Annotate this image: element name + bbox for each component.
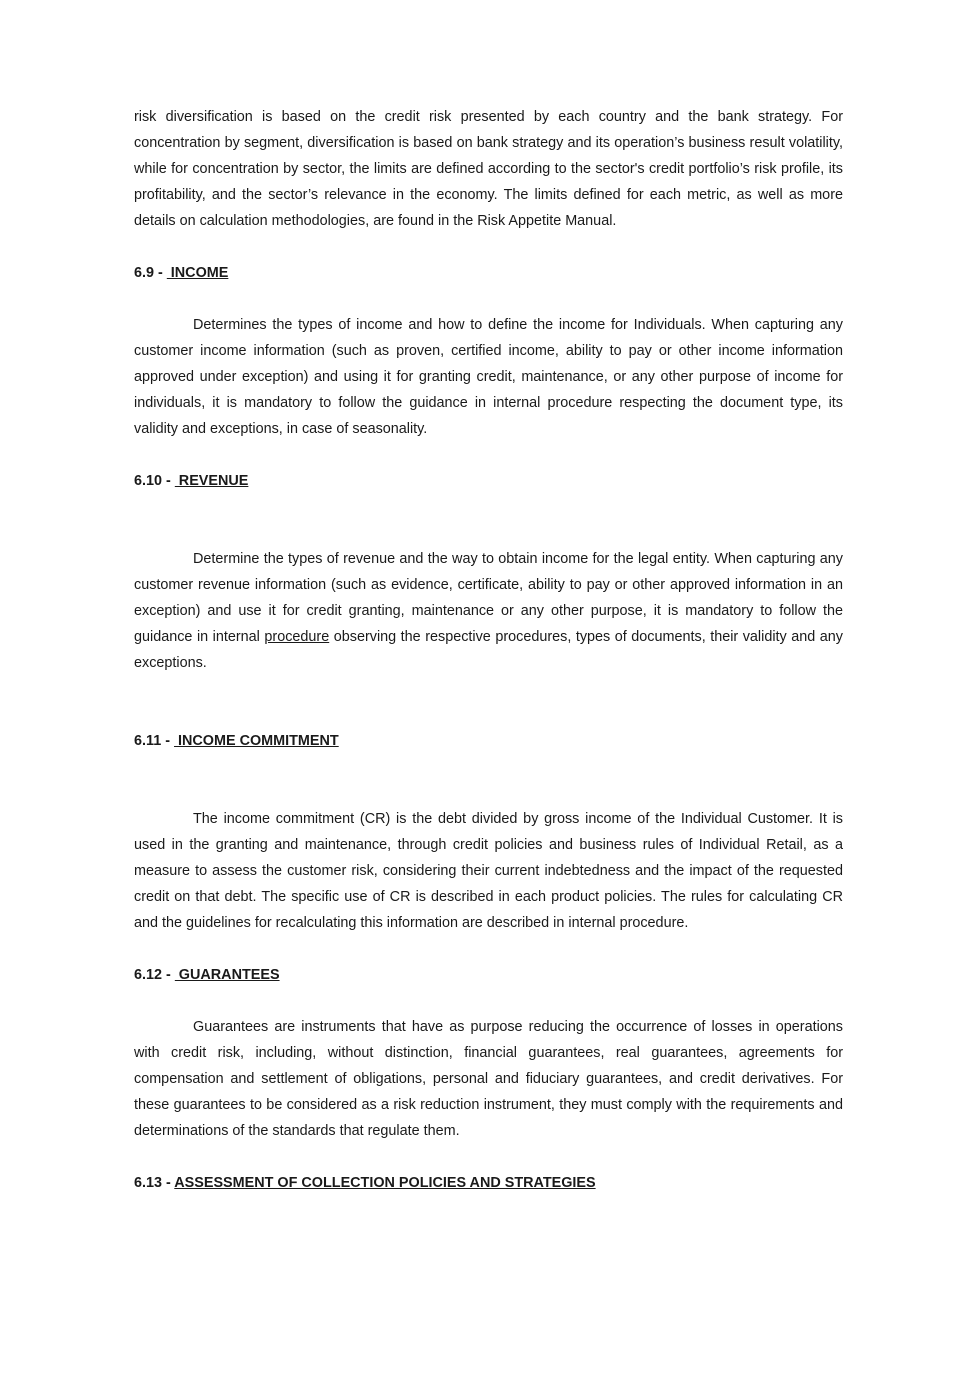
section-title: REVENUE [174, 473, 249, 489]
section-title: GUARANTEES [174, 967, 280, 983]
spacer [134, 1144, 843, 1170]
document-page [134, 104, 843, 1196]
spacer [134, 988, 843, 1014]
spacer [134, 494, 843, 546]
section-number: 6.11 - [134, 733, 175, 749]
section-number: 6.9 - [134, 265, 167, 281]
section-heading-guarantees [134, 962, 843, 988]
section-title: INCOME [166, 265, 229, 281]
section-number: 6.12 - [134, 967, 175, 983]
section-heading-revenue [134, 468, 843, 494]
revenue-text-after-link: observing the respective procedures, types of documents, their validity and any exceptions. [134, 629, 843, 671]
revenue-text-before-link: Determine the types of revenue and the way to obtain income for the legal entity. When capturing any customer revenue information (such as evidence, certificate, ability to pay or other approved information in an exception) and use it for credit granting, maintenance or any other purpose, it is mandatory to follow the guidance in internal [134, 551, 843, 645]
section-heading-collection [134, 1170, 843, 1196]
section-heading-income-commitment [134, 728, 843, 754]
intro-paragraph: risk diversification is based on the credit risk presented by each country and the bank strategy. For concentration by segment, diversification is based on bank strategy and its operation’s business result volatility, while for concentration by sector, the limits are defined according to the sector's credit portfolio’s risk profile, its profitability, and the sector’s relevance in the economy. The limits defined for each metric, as well as more details on calculation methodologies, are found in the Risk Appetite Manual. [134, 109, 843, 229]
spacer [134, 936, 843, 962]
section-number: 6.13 - [134, 1175, 175, 1191]
spacer [134, 754, 843, 806]
spacer [134, 442, 843, 468]
spacer [134, 676, 843, 728]
income-paragraph: Determines the types of income and how to define the income for Individuals. When capturing any customer income information (such as proven, certified income, ability to pay or other income information approved under exception) and using it for granting credit, maintenance, or any other purpose of income for individuals, it is mandatory to follow the guidance in internal procedure respecting the document type, its validity and exceptions, in case of seasonality. [134, 317, 843, 437]
procedure-link[interactable]: procedure [264, 629, 330, 645]
section-title: ASSESSMENT OF COLLECTION POLICIES AND STRATEGIES [174, 1175, 596, 1191]
revenue-paragraph [134, 546, 843, 676]
spacer [134, 286, 843, 312]
guarantees-paragraph: Guarantees are instruments that have as purpose reducing the occurrence of losses in operations with credit risk, including, without distinction, financial guarantees, real guarantees, agreements for compensation and settlement of obligations, personal and fiduciary guarantees, and credit derivatives. For these guarantees to be considered as a risk reduction instrument, they must comply with the requirements and determinations of the standards that regulate them. [134, 1019, 843, 1139]
section-heading-income [134, 260, 843, 286]
section-number: 6.10 - [134, 473, 175, 489]
income-commitment-paragraph: The income commitment (CR) is the debt divided by gross income of the Individual Customer. It is used in the granting and maintenance, through credit policies and business rules of Individual Retail, as a measure to assess the customer risk, considering their current indebtedness and the impact of the requested credit on that debt. The specific use of CR is described in each product policies. The rules for calculating CR and the guidelines for recalculating this information are described in internal procedure. [134, 811, 843, 931]
spacer [134, 234, 843, 260]
section-title: INCOME COMMITMENT [174, 733, 339, 749]
